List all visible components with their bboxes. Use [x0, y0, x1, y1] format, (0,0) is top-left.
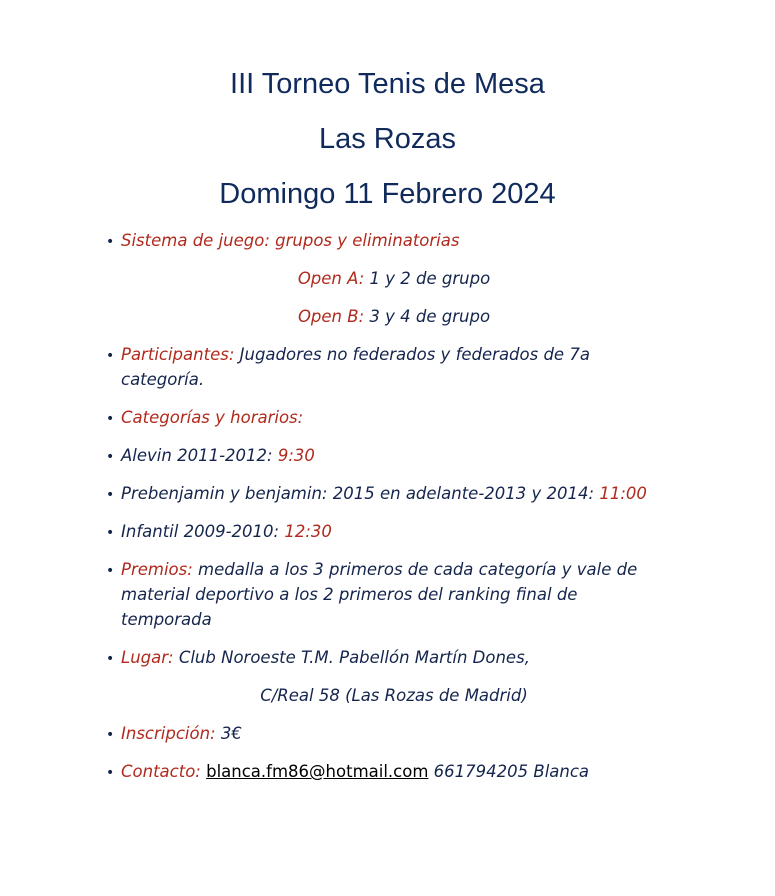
contacto-phone: 661794205 Blanca: [428, 762, 590, 781]
open-a-value: 1 y 2 de grupo: [364, 269, 491, 288]
participantes-label: Participantes:: [121, 345, 235, 364]
list-item-premios: [107, 557, 667, 632]
premios-value: medalla a los 3 primeros de cada categoría y vale de material deportivo a los 2 primeros del ranking final de temporada: [121, 560, 638, 629]
participantes-value: Jugadores no federados y federados de 7a categoría.: [121, 345, 590, 389]
info-list: [107, 228, 667, 797]
open-a-line: [107, 266, 667, 291]
premios-label: Premios:: [121, 560, 193, 579]
open-a-label: Open A:: [297, 269, 365, 288]
category-name: Infantil 2009-2010:: [121, 522, 285, 541]
category-time: 12:30: [284, 522, 332, 541]
list-item-sistema: [107, 228, 667, 253]
lugar-label: Lugar:: [121, 648, 174, 667]
list-item-category: [107, 519, 667, 544]
email-link[interactable]: blanca.fm86@hotmail.com: [206, 762, 429, 781]
title-block: [0, 62, 775, 227]
list-item-participantes: [107, 342, 667, 392]
list-item-category: [107, 443, 667, 468]
open-b-value: 3 y 4 de grupo: [364, 307, 491, 326]
category-name: Prebenjamin y benjamin: 2015 en adelante-2013 y 2014:: [121, 484, 600, 503]
list-item-inscripcion: [107, 721, 667, 746]
address-line: [107, 683, 667, 708]
category-time: 9:30: [277, 446, 315, 465]
sistema-label: Sistema de juego: grupos y eliminatorias: [121, 231, 460, 250]
list-item-contacto: [107, 759, 667, 784]
open-b-line: [107, 304, 667, 329]
lugar-address: C/Real 58 (Las Rozas de Madrid): [260, 686, 528, 705]
title-line-1: III Torneo Tenis de Mesa: [230, 68, 545, 100]
category-name: Alevin 2011-2012:: [121, 446, 278, 465]
categorias-label: Categorías y horarios:: [121, 408, 304, 427]
category-time: 11:00: [599, 484, 647, 503]
list-item-category: [107, 481, 667, 506]
open-b-label: Open B:: [297, 307, 365, 326]
list-item-categorias: [107, 405, 667, 430]
lugar-value: Club Noroeste T.M. Pabellón Martín Dones,: [173, 648, 530, 667]
title-line-3: Domingo 11 Febrero 2024: [219, 178, 556, 210]
list-item-lugar: [107, 645, 667, 670]
contacto-label: Contacto:: [121, 762, 201, 781]
title-line-2: Las Rozas: [318, 123, 456, 155]
inscripcion-value: 3€: [215, 724, 242, 743]
inscripcion-label: Inscripción:: [121, 724, 216, 743]
